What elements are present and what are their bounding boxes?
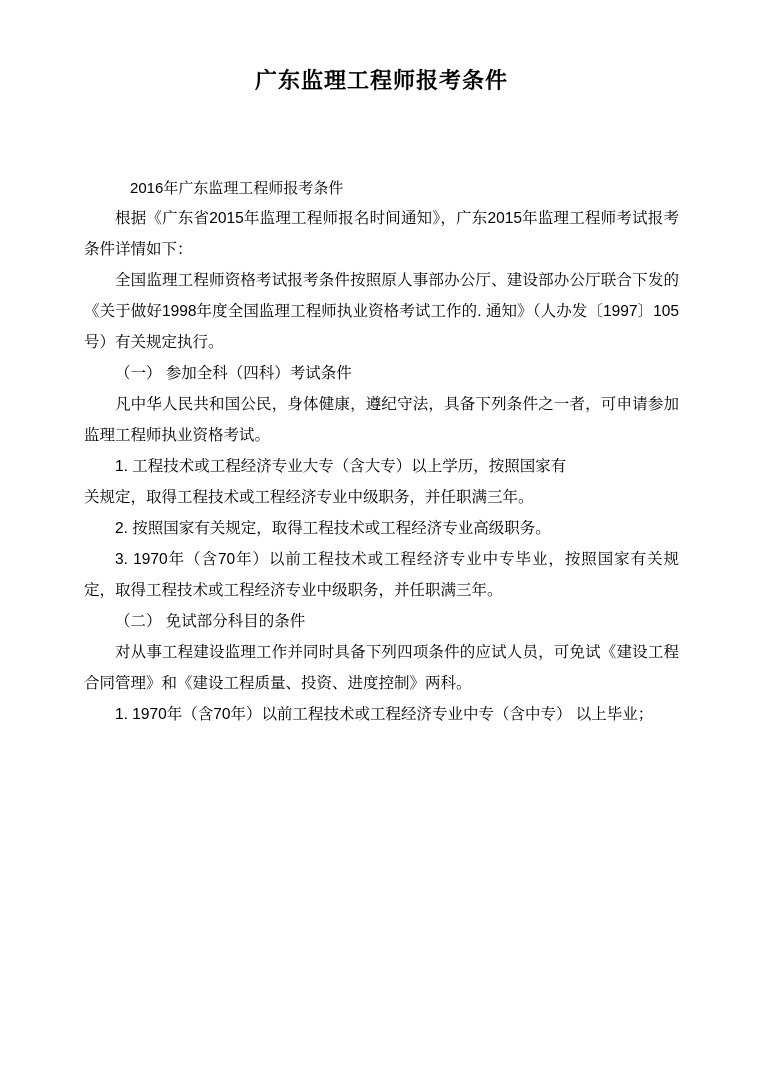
paragraph-basis: 全国监理工程师资格考试报考条件按照原人事部办公厅、建设部办公厅联合下发的《关于做好1998年度全国监理工程师执业资格考试工作的. 通知》（人办发〔1997〕105号）有关规定执行。 [84,272,679,352]
page-title: 广东监理工程师报考条件 [254,68,508,93]
list-item-3: 3. 1970年（含70年）以前工程技术或工程经济专业中专毕业，按照国家有关规定，取得工程技术或工程经济专业中级职务，并任职满三年。 [84,551,679,600]
paragraph-eligibility-general: 凡中华人民共和国公民，身体健康，遵纪守法，具备下列条件之一者，可申请参加监理工程师执业资格考试。 [84,396,679,445]
paragraph-intro: 根据《广东省2015年监理工程师报名时间通知》，广东2015年监理工程师考试报考条件详情如下： [84,210,679,259]
document-subtitle: 2016年广东监理工程师报考条件 [130,179,344,197]
document-body [0,175,763,731]
section-heading-one: （一） 参加全科（四科）考试条件 [115,365,352,383]
paragraph-exemption: 对从事工程建设监理工作并同时具备下列四项条件的应试人员，可免试《建设工程合同管理》和《建设工程质量、投资、进度控制》两科。 [84,644,679,693]
list-item-1-line2: 关规定，取得工程技术或工程经济专业中级职务，并任职满三年。 [84,489,534,507]
list-item-1-line1: 1. 工程技术或工程经济专业大专（含大专）以上学历，按照国家有 [115,458,567,476]
exemption-list-item-1: 1. 1970年（含70年）以前工程技术或工程经济专业中专（含中专） 以上毕业； [115,706,654,724]
list-item-2: 2. 按照国家有关规定，取得工程技术或工程经济专业高级职务。 [115,520,551,538]
section-heading-two: （二） 免试部分科目的条件 [115,613,306,631]
